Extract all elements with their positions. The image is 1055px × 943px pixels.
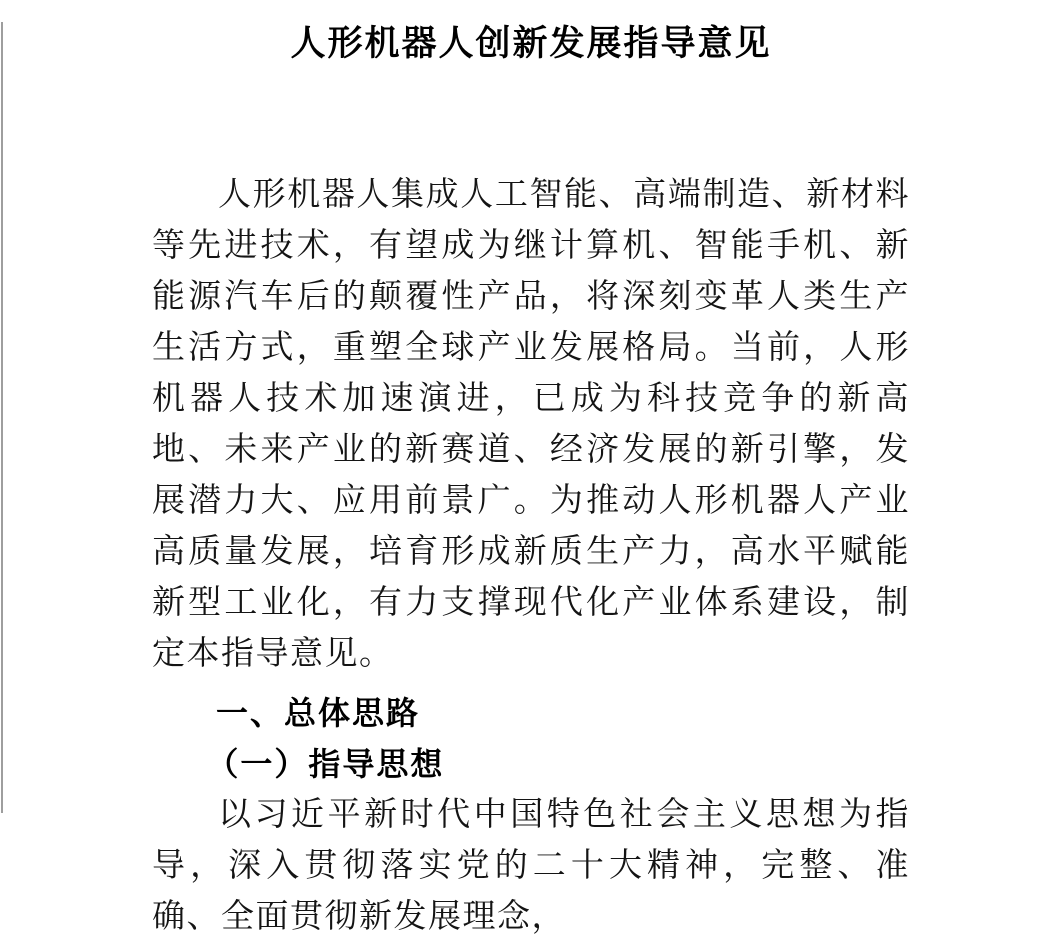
subsection-heading-guiding-ideology: （一）指导思想 [206, 746, 445, 782]
paragraph-introduction: 人形机器人集成人工智能、高端制造、新材料等先进技术，有望成为继计算机、智能手机、新能源汽车后的颠覆性产品，将深刻变革人类生产生活方式，重塑全球产业发展格局。当前，人形机器人技术加速演进，已成为科技竞争的新高地、未来产业的新赛道、经济发展的新引擎，发展潜力大、应用前景广。为推动人形机器人产业高质量发展，培育形成新质生产力，高水平赋能新型工业化，有力支撑现代化产业体系建设，制定本指导意见。 [152, 177, 910, 672]
document-body [152, 170, 910, 943]
paragraph-guiding-ideology: 以习近平新时代中国特色社会主义思想为指导，深入贯彻落实党的二十大精神，完整、准确、全面贯彻新发展理念， [152, 797, 910, 935]
page-left-border [1, 22, 3, 813]
document-title: 人形机器人创新发展指导意见 [290, 24, 772, 63]
document-page [0, 22, 1055, 935]
section-heading-overall-approach: 一、总体思路 [216, 695, 421, 731]
